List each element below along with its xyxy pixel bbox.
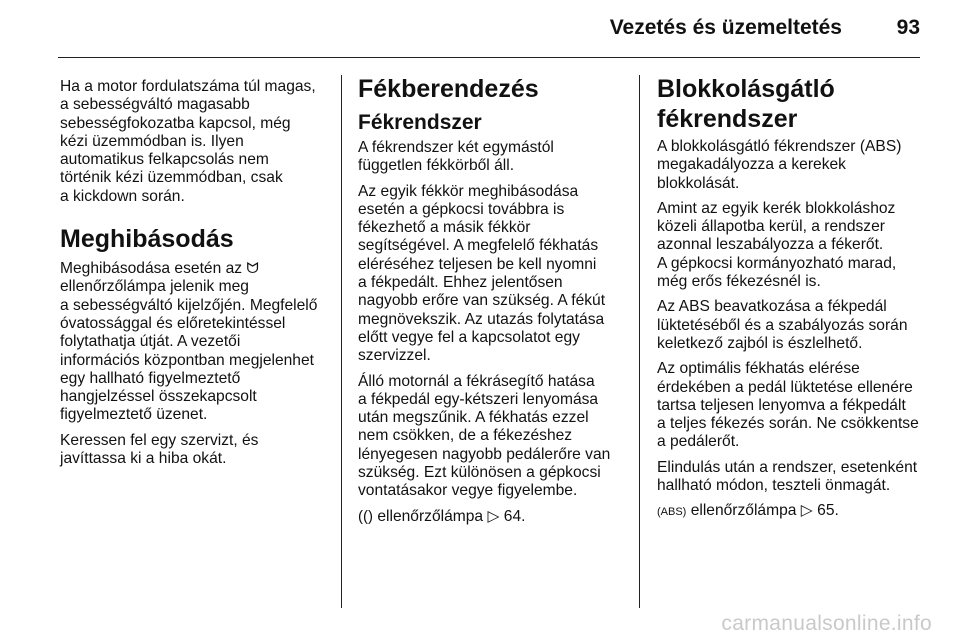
page-reference-arrow-icon: ▷: [800, 502, 813, 520]
page-header: [0, 0, 960, 58]
page-reference-link[interactable]: 65.: [817, 502, 839, 520]
column-right: [657, 74, 927, 529]
column-divider-2: [639, 75, 640, 608]
abs-paragraph-2: Amint az egyik kerék blokkoláshoz közeli állapotba kerül, a rendszer azonnal leszabályozza a fékerőt. A gépkocsi kormányozható marad, még erős fékezésnél is.: [657, 199, 897, 291]
service-paragraph: Keressen fel egy szervizt, és javíttassa ki a hiba okát.: [60, 431, 259, 468]
brake-paragraph-3: Álló motornál a fékrásegítő hatása a fékpedál egy-kétszeri lenyomása után megszűnik. A fékhatás ezzel nem csökken, de a fékezéshez lényegesen nagyobb pedálerőre van szükség. Ezt különösen a gépkocsi vontatásakor vegye figyelembe.: [358, 372, 611, 500]
malfunction-paragraph: Meghibásodása esetén az ᗢ ellenőrzőlámpa jelenik meg a sebességváltó kijelzőjén. Megfelelő óvatossággal és előretekintéssel folytathatja útját. A vezetői információs központban megjelenhet egy hallható figyelmeztető hangjelzéssel összekapcsolt figyelmeztető üzenet.: [60, 260, 318, 424]
abs-warning-reference: (ABS) ellenőrzőlámpa ▷ 65.: [657, 502, 839, 520]
page-reference-link[interactable]: 64.: [503, 507, 526, 525]
gear-shift-warning-icon: ᗢ: [246, 260, 259, 278]
abs-paragraph-3: Az ABS beavatkozása a fékpedál lüktetéséből és a szabályozás során keletkező zajból is észlelhető.: [657, 298, 908, 352]
intro-paragraph: Ha a motor fordulatszáma túl magas, a sebességváltó magasabb sebességfokozatba kapcsol, még kézi üzemmódban is. Ilyen automatikus felkapcsolás nem történik kézi üzemmódban, csak a kickdown során.: [60, 78, 316, 205]
section-heading-abs: Blokkolásgátló fékrendszer: [657, 75, 835, 133]
watermark: carmanualsonline.info: [721, 612, 932, 635]
brake-warning-icon: ((): [358, 507, 373, 525]
abs-paragraph-5: Elindulás után a rendszer, esetenként hallható módon, teszteli önmagát.: [657, 458, 918, 495]
page-reference-arrow-icon: ▷: [487, 507, 500, 525]
page-number: 93: [896, 16, 920, 39]
section-heading-malfunction: Meghibásodás: [60, 225, 234, 254]
abs-paragraph-1: A blokkolásgátló fékrendszer (ABS) megakadályozza a kerekek blokkolását.: [657, 138, 902, 192]
subheading-brake-system: Fékrendszer: [358, 111, 482, 134]
header-divider: [58, 57, 920, 58]
column-middle: [358, 74, 633, 533]
abs-paragraph-4: Az optimális fékhatás elérése érdekében a pedál lüktetése ellenére tartsa teljesen lenyomva a fékpedált a teljes fékezés során. Ne csökkentse a pedálerőt.: [657, 360, 919, 451]
brake-warning-reference: (() ellenőrzőlámpa ▷ 64.: [358, 507, 526, 525]
brake-paragraph-1: A fékrendszer két egymástól független fékkörből áll.: [358, 139, 554, 175]
page-title: Vezetés és üzemeltetés: [609, 16, 842, 39]
column-left: [60, 78, 332, 475]
abs-warning-icon: (ABS): [657, 506, 687, 519]
section-heading-brakes: Fékberendezés: [358, 75, 539, 103]
column-divider-1: [341, 75, 342, 608]
brake-paragraph-2: Az egyik fékkör meghibásodása esetén a gépkocsi továbbra is fékezhető a másik fékkör segítségével. A megfelelő fékhatás eléréséhez teljesen be kell nyomni a fékpedált. Ehhez jelentősen nagyobb erőre van szükség. A fékút megnövekszik. Az utazás folytatása előtt vegye fel a kapcsolatot egy szervizzel.: [358, 182, 606, 365]
